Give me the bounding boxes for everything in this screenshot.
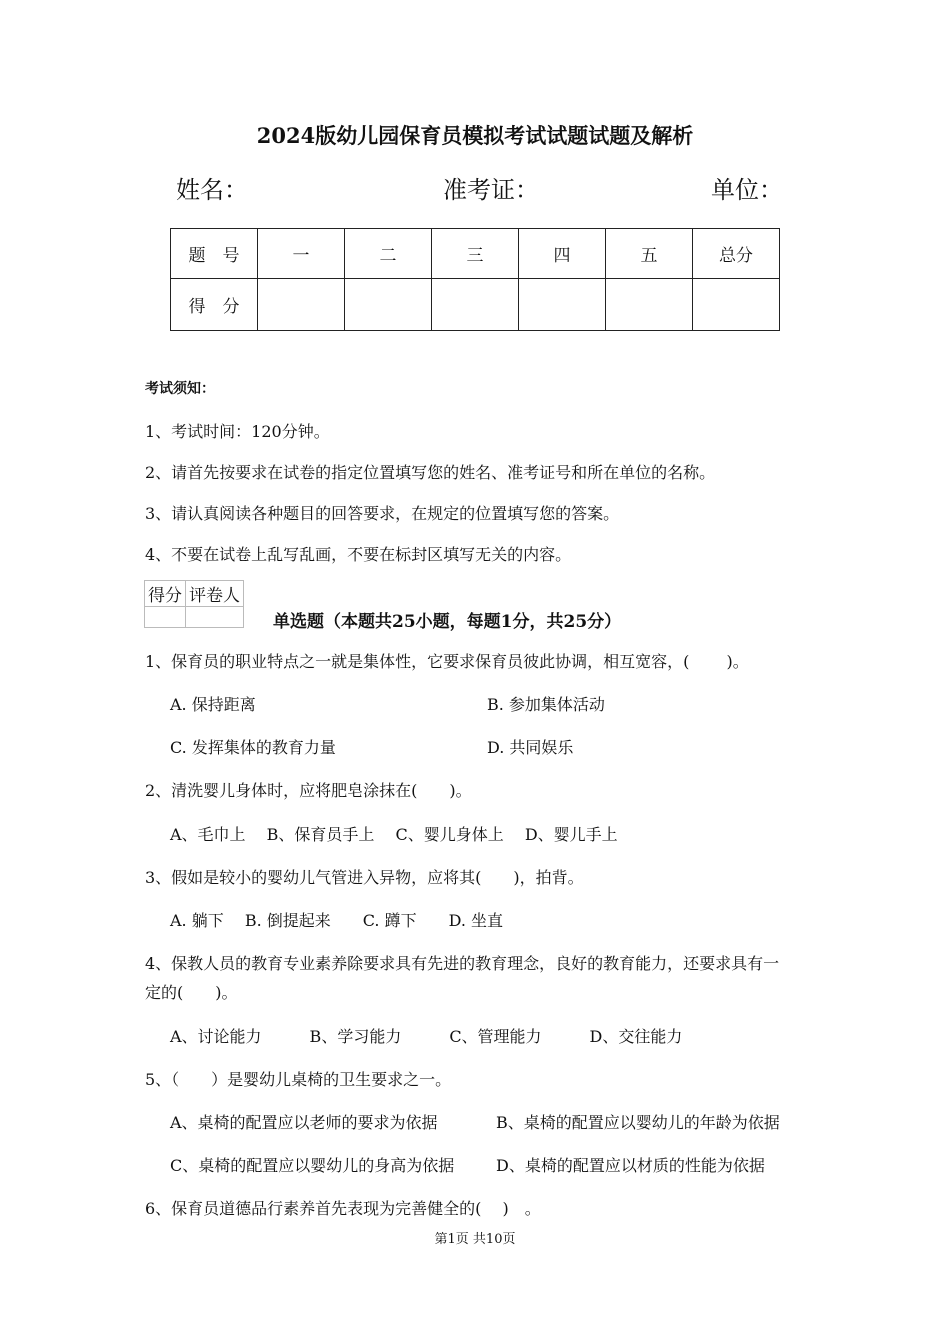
q1-option-d: D. 共同娱乐 (487, 738, 574, 757)
q5-option-d: D、桌椅的配置应以材质的性能为依据 (496, 1156, 765, 1175)
score-table-header-cell: 三 (432, 229, 519, 279)
grader-box (144, 580, 244, 628)
question-1: 1、保育员的职业特点之一就是集体性，它要求保育员彼此协调，相互宽容，( )。 (145, 652, 749, 671)
q2-options: A、毛巾上 B、保育员手上 C、婴儿身体上 D、婴儿手上 (170, 825, 618, 844)
score-table-header-cell: 二 (345, 229, 432, 279)
grader-cell (186, 607, 244, 628)
score-table-header-row (171, 229, 780, 279)
question-4-line2: 定的( )。 (145, 983, 238, 1002)
section-title: 单选题（本题共25小题，每题1分，共25分） (273, 612, 622, 632)
grader-label: 评卷人 (186, 581, 244, 607)
score-cell (345, 279, 432, 331)
score-table-header-cell: 四 (519, 229, 606, 279)
score-cell (258, 279, 345, 331)
question-5: 5、（ ）是婴幼儿桌椅的卫生要求之一。 (145, 1070, 452, 1089)
score-table-header-cell: 题 号 (171, 229, 258, 279)
score-table-score-row (171, 279, 780, 331)
score-table-header-cell: 总分 (693, 229, 780, 279)
score-row-label: 得 分 (171, 279, 258, 331)
notice-item: 3、请认真阅读各种题目的回答要求，在规定的位置填写您的答案。 (145, 504, 620, 523)
score-table-header-cell: 五 (606, 229, 693, 279)
notice-item: 4、不要在试卷上乱写乱画，不要在标封区填写无关的内容。 (145, 545, 572, 564)
score-cell (519, 279, 606, 331)
score-cell (606, 279, 693, 331)
q5-option-b: B、桌椅的配置应以婴幼儿的年龄为依据 (496, 1113, 780, 1132)
question-4-line1: 4、保教人员的教育专业素养除要求具有先进的教育理念，良好的教育能力，还要求具有一 (145, 954, 780, 973)
name-field-label: 姓名： (176, 176, 248, 204)
q1-option-b: B. 参加集体活动 (487, 695, 605, 714)
score-table (170, 228, 780, 331)
q5-option-c: C、桌椅的配置应以婴幼儿的身高为依据 (170, 1156, 455, 1175)
notice-heading: 考试须知： (145, 381, 215, 397)
score-cell (432, 279, 519, 331)
notice-item: 2、请首先按要求在试卷的指定位置填写您的姓名、准考证号和所在单位的名称。 (145, 463, 716, 482)
q4-options: A、讨论能力 B、学习能力 C、管理能力 D、交往能力 (170, 1027, 683, 1046)
question-6: 6、保育员道德品行素养首先表现为完善健全的( ) 。 (145, 1199, 541, 1218)
q1-option-a: A. 保持距离 (170, 695, 256, 714)
score-table-header-cell: 一 (258, 229, 345, 279)
q1-option-c: C. 发挥集体的教育力量 (170, 738, 336, 757)
page-footer: 第1页 共10页 (434, 1232, 516, 1247)
unit-field-label: 单位： (711, 176, 783, 204)
notice-item: 1、考试时间：120分钟。 (145, 422, 330, 441)
question-2: 2、清洗婴儿身体时，应将肥皂涂抹在( )。 (145, 781, 472, 800)
exam-id-field-label: 准考证： (443, 176, 539, 204)
q5-option-a: A、桌椅的配置应以老师的要求为依据 (170, 1113, 438, 1132)
grader-score-cell (145, 607, 186, 628)
score-cell (693, 279, 780, 331)
question-3: 3、假如是较小的婴幼儿气管进入异物，应将其( )，拍背。 (145, 868, 584, 887)
q3-options: A. 躺下 B. 倒提起来 C. 蹲下 D. 坐直 (170, 911, 504, 930)
page-title: 2024版幼儿园保育员模拟考试试题试题及解析 (256, 123, 694, 148)
grader-score-label: 得分 (145, 581, 186, 607)
